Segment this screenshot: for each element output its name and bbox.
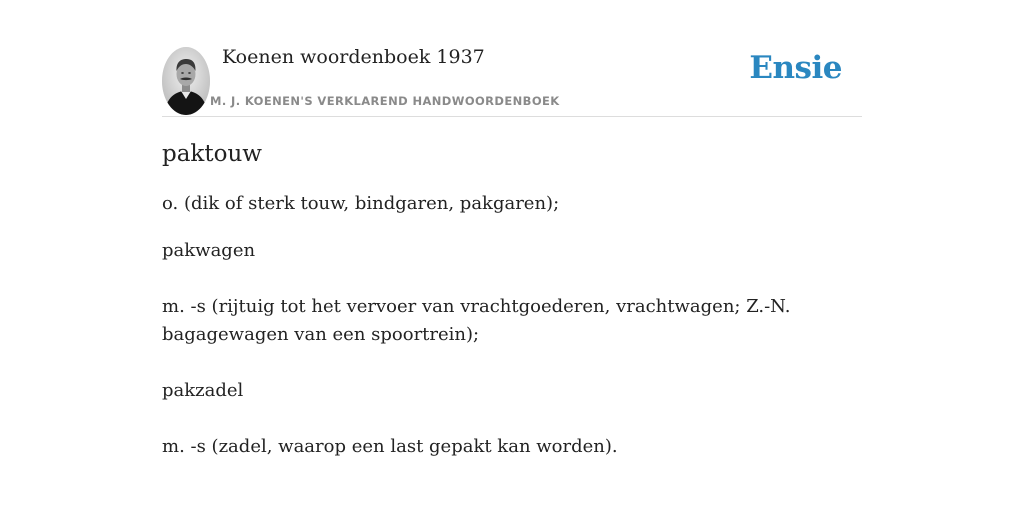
brand-logo[interactable]: Ensie [749, 50, 842, 86]
book-title[interactable]: Koenen woordenboek 1937 [222, 46, 485, 68]
entry-definition: o. (dik of sterk touw, bindgaren, pakgaren); [162, 193, 560, 214]
related-entries [162, 237, 862, 461]
entry-headword: paktouw [162, 141, 262, 167]
book-subtitle: M. J. KOENEN'S VERKLAREND HANDWOORDENBOEK [210, 94, 560, 108]
portrait-photo-icon [162, 47, 210, 115]
related-entry-definition: m. -s (zadel, waarop een last gepakt kan worden). [162, 436, 618, 457]
related-entry-word[interactable]: pakzadel [162, 380, 244, 401]
related-entry-word[interactable]: pakwagen [162, 240, 256, 261]
page-header [162, 44, 862, 117]
main-content [162, 138, 862, 489]
author-portrait[interactable] [162, 47, 210, 115]
related-entry-definition: m. -s (rijtuig tot het vervoer van vrachtgoederen, vrachtwagen; Z.-N. bagagewagen van een spoortrein); [162, 296, 791, 345]
